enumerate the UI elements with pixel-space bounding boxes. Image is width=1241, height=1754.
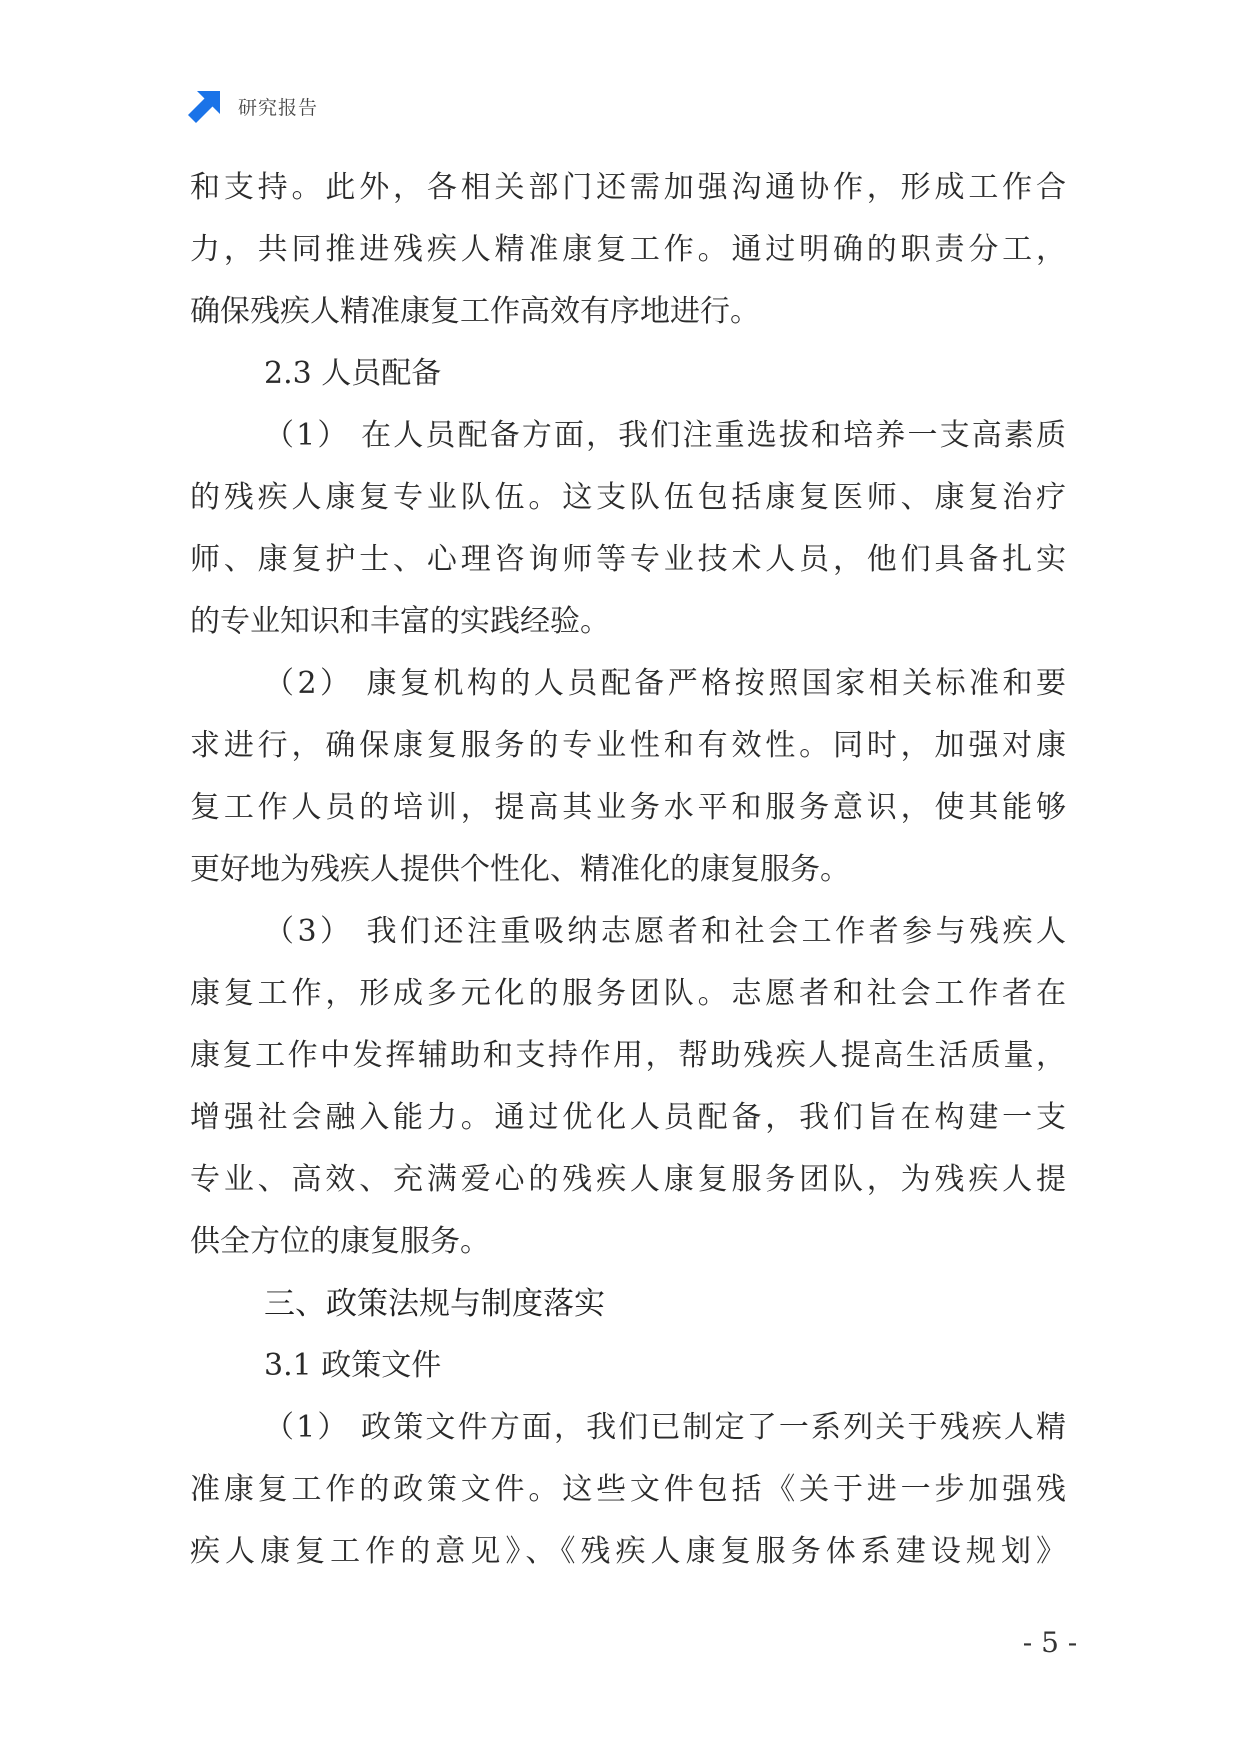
body-text-line: 师、康复护士、心理咨询师等专业技术人员，他们具备扎实 <box>190 542 1066 577</box>
paragraph-last-line: 确保残疾人精准康复工作高效有序地进行。 <box>190 294 760 329</box>
body-text-line: 的残疾人康复专业队伍。这支队伍包括康复医师、康复治疗 <box>190 480 1066 515</box>
body-text-line: 专业、高效、充满爱心的残疾人康复服务团队，为残疾人提 <box>190 1162 1066 1197</box>
body-text-line: 康复工作，形成多元化的服务团队。志愿者和社会工作者在 <box>190 976 1066 1011</box>
header-title: 研究报告 <box>238 96 319 119</box>
report-header <box>188 88 318 124</box>
paragraph-first-line: （1） 政策文件方面，我们已制定了一系列关于残疾人精 <box>264 1410 1066 1445</box>
section-heading: 三、政策法规与制度落实 <box>264 1286 605 1322</box>
body-text-line: 康复工作中发挥辅助和支持作用，帮助残疾人提高生活质量， <box>190 1038 1066 1073</box>
paragraph-last-line: 供全方位的康复服务。 <box>190 1224 490 1259</box>
section-subheading: 2.3 人员配备 <box>264 356 442 391</box>
body-text-line: 准康复工作的政策文件。这些文件包括《关于进一步加强残 <box>190 1472 1066 1507</box>
body-text-line: 求进行，确保康复服务的专业性和有效性。同时，加强对康 <box>190 728 1066 763</box>
document-body <box>190 157 1066 1583</box>
paragraph-last-line: 的专业知识和丰富的实践经验。 <box>190 604 610 639</box>
body-text-line: 复工作人员的培训，提高其业务水平和服务意识，使其能够 <box>190 790 1066 825</box>
body-text-line: 增强社会融入能力。通过优化人员配备，我们旨在构建一支 <box>190 1100 1066 1135</box>
paragraph-last-line: 更好地为残疾人提供个性化、精准化的康复服务。 <box>190 852 850 887</box>
body-text-line: 力，共同推进残疾人精准康复工作。通过明确的职责分工， <box>190 232 1066 267</box>
paragraph-first-line: （1） 在人员配备方面，我们注重选拔和培养一支高素质 <box>264 418 1066 453</box>
section-subheading: 3.1 政策文件 <box>264 1348 442 1383</box>
body-text-line: 疾人康复工作的意见》、《残疾人康复服务体系建设规划》 <box>190 1534 1066 1569</box>
page-number: - 5 - <box>1022 1626 1078 1659</box>
body-text-line: 和支持。此外，各相关部门还需加强沟通协作，形成工作合 <box>190 170 1066 205</box>
paragraph-first-line: （2） 康复机构的人员配备严格按照国家相关标准和要 <box>264 666 1066 701</box>
arrow-up-right-icon <box>188 89 222 123</box>
paragraph-first-line: （3） 我们还注重吸纳志愿者和社会工作者参与残疾人 <box>264 914 1066 949</box>
